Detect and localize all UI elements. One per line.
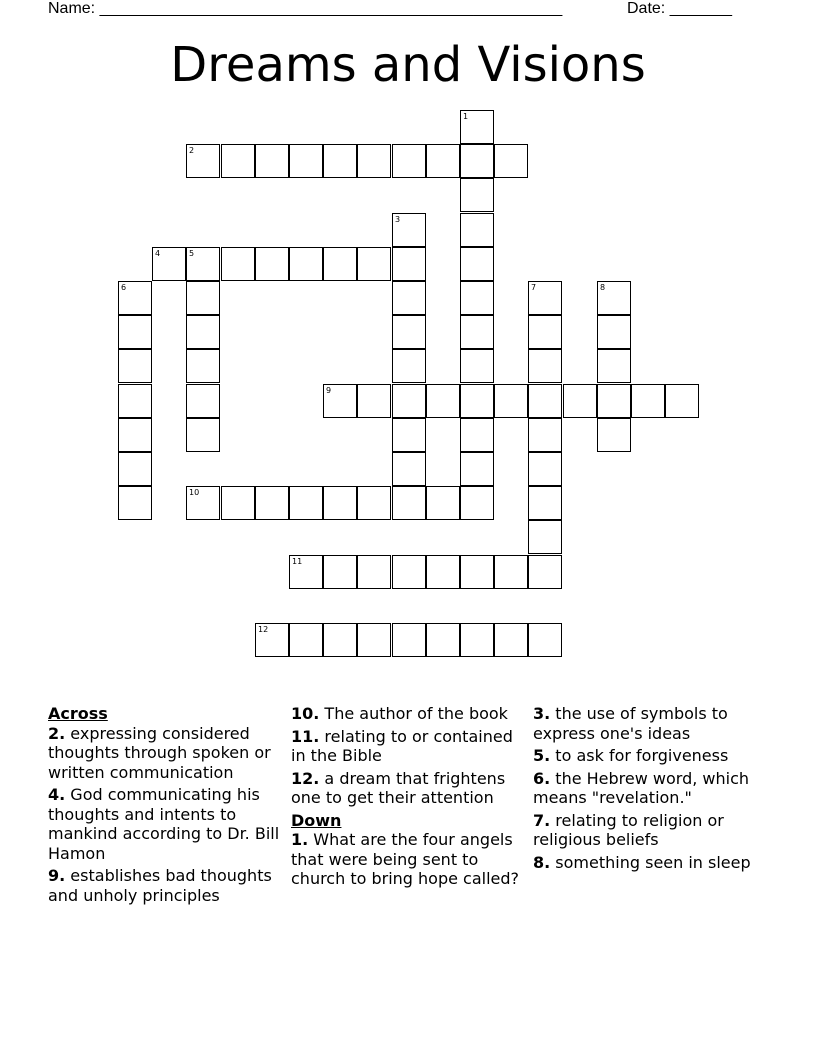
grid-cell[interactable] (357, 247, 391, 281)
grid-cell[interactable] (186, 418, 220, 452)
clue-item (291, 704, 527, 724)
grid-cell[interactable] (597, 418, 631, 452)
grid-cell[interactable] (255, 486, 289, 520)
grid-cell[interactable] (186, 247, 220, 281)
clue-column-1 (48, 704, 284, 908)
clue-item (48, 724, 284, 783)
grid-cell[interactable] (460, 349, 494, 383)
grid-cell[interactable] (528, 486, 562, 520)
grid-cell[interactable] (528, 315, 562, 349)
clue-text: relating to religion or religious beliefs (533, 810, 724, 849)
clue-text: the Hebrew word, which means "revelation." (533, 768, 750, 807)
clue-item (533, 811, 773, 850)
grid-cell[interactable] (528, 623, 562, 657)
grid-cell[interactable] (392, 144, 426, 178)
grid-cell[interactable] (323, 384, 357, 418)
clue-number: 4 (155, 249, 161, 258)
grid-cell[interactable] (186, 349, 220, 383)
grid-cell[interactable] (460, 110, 494, 144)
grid-cell[interactable] (392, 555, 426, 589)
clue-text: expressing considered thoughts through spoken or written communication (48, 723, 271, 782)
clue-number: 9 (326, 386, 332, 395)
clue-num: 9. (48, 866, 66, 885)
grid-cell[interactable] (186, 281, 220, 315)
grid-cell[interactable] (118, 349, 152, 383)
grid-cell[interactable] (528, 452, 562, 486)
clue-number: 8 (600, 283, 606, 292)
clue-text: the use of symbols to express one's ideas (533, 704, 728, 743)
section-heading: Across (48, 704, 108, 723)
grid-cell[interactable] (221, 144, 255, 178)
clue-num: 7. (533, 810, 551, 830)
grid-cell[interactable] (392, 315, 426, 349)
grid-cell[interactable] (323, 555, 357, 589)
clue-number: 11 (292, 557, 303, 566)
grid-cell[interactable] (221, 247, 255, 281)
grid-cell[interactable] (494, 384, 528, 418)
grid-cell[interactable] (494, 555, 528, 589)
name-label: Name: (48, 0, 96, 17)
grid-cell[interactable] (460, 452, 494, 486)
grid-cell[interactable] (118, 418, 152, 452)
clue-item (533, 769, 773, 808)
clue-text: something seen in sleep (550, 852, 751, 872)
clue-number: 5 (189, 249, 195, 258)
grid-cell[interactable] (460, 213, 494, 247)
grid-cell[interactable] (255, 623, 289, 657)
grid-cell[interactable] (528, 555, 562, 589)
grid-cell[interactable] (289, 623, 323, 657)
grid-cell[interactable] (426, 486, 460, 520)
clue-number: 1 (463, 112, 469, 121)
grid-cell[interactable] (323, 486, 357, 520)
grid-cell[interactable] (392, 452, 426, 486)
clue-number: 2 (189, 146, 195, 155)
clue-num: 8. (533, 852, 551, 872)
grid-cell[interactable] (460, 555, 494, 589)
grid-cell[interactable] (528, 418, 562, 452)
grid-cell[interactable] (597, 384, 631, 418)
clue-number: 10 (189, 488, 200, 497)
grid-cell[interactable] (323, 623, 357, 657)
grid-cell[interactable] (665, 384, 699, 418)
grid-cell[interactable] (255, 144, 289, 178)
grid-cell[interactable] (255, 247, 289, 281)
grid-cell[interactable] (118, 486, 152, 520)
grid-cell[interactable] (426, 623, 460, 657)
grid-cell[interactable] (392, 623, 426, 657)
clue-item (291, 769, 527, 808)
grid-cell[interactable] (494, 144, 528, 178)
grid-cell[interactable] (118, 452, 152, 486)
grid-cell[interactable] (118, 315, 152, 349)
grid-cell[interactable] (460, 623, 494, 657)
grid-cell[interactable] (357, 144, 391, 178)
clue-num: 5. (533, 746, 551, 765)
grid-cell[interactable] (494, 623, 528, 657)
grid-cell[interactable] (631, 384, 665, 418)
grid-cell[interactable] (563, 384, 597, 418)
clue-item (533, 704, 773, 743)
clue-text: establishes bad thoughts and unholy principles (48, 866, 272, 905)
grid-cell[interactable] (460, 418, 494, 452)
grid-cell[interactable] (528, 281, 562, 315)
grid-cell[interactable] (597, 281, 631, 315)
grid-cell[interactable] (460, 247, 494, 281)
clue-number: 3 (395, 215, 401, 224)
grid-cell[interactable] (392, 418, 426, 452)
grid-cell[interactable] (357, 555, 391, 589)
grid-cell[interactable] (186, 384, 220, 418)
grid-cell[interactable] (460, 281, 494, 315)
grid-cell[interactable] (392, 213, 426, 247)
clue-number: 12 (258, 625, 269, 634)
grid-cell[interactable] (392, 349, 426, 383)
grid-cell[interactable] (118, 281, 152, 315)
grid-cell[interactable] (392, 384, 426, 418)
clue-num: 10. (291, 704, 320, 723)
clue-text: What are the four angels that were being sent to church to bring hope called? (291, 830, 520, 888)
clue-item (48, 785, 284, 863)
section-heading: Down (291, 810, 342, 830)
clue-num: 2. (48, 723, 66, 743)
clue-column-3 (533, 704, 773, 875)
grid-cell[interactable] (528, 384, 562, 418)
grid-cell[interactable] (392, 486, 426, 520)
grid-cell[interactable] (528, 349, 562, 383)
grid-cell[interactable] (460, 178, 494, 212)
grid-cell[interactable] (460, 144, 494, 178)
clue-item (533, 746, 773, 766)
grid-cell[interactable] (426, 555, 460, 589)
clue-text: God communicating his thoughts and intents to mankind according to Dr. Bill Hamon (48, 785, 280, 863)
grid-cell[interactable] (597, 349, 631, 383)
clue-text: to ask for forgiveness (550, 746, 729, 765)
grid-cell[interactable] (392, 247, 426, 281)
grid-cell[interactable] (221, 486, 255, 520)
grid-cell[interactable] (357, 486, 391, 520)
clue-num: 12. (291, 768, 320, 788)
puzzle-title: Dreams and Visions (170, 37, 646, 93)
grid-cell[interactable] (597, 315, 631, 349)
grid-cell[interactable] (186, 144, 220, 178)
grid-cell[interactable] (289, 486, 323, 520)
clue-item (291, 727, 527, 766)
name-line: ____________________________________________________ (99, 0, 563, 17)
grid-cell[interactable] (118, 384, 152, 418)
clue-text: The author of the book (319, 704, 508, 723)
grid-cell[interactable] (289, 555, 323, 589)
clue-text: a dream that frightens one to get their attention (291, 768, 506, 807)
clue-num: 4. (48, 785, 66, 804)
clue-column-2 (291, 704, 527, 892)
clue-num: 3. (533, 704, 551, 723)
grid-cell[interactable] (186, 486, 220, 520)
clue-item (291, 830, 527, 889)
grid-cell[interactable] (392, 281, 426, 315)
grid-cell[interactable] (460, 315, 494, 349)
grid-cell[interactable] (357, 384, 391, 418)
clue-number: 7 (531, 283, 537, 292)
date-label: Date: (627, 0, 666, 17)
grid-cell[interactable] (152, 247, 186, 281)
grid-cell[interactable] (323, 247, 357, 281)
clue-text: relating to or contained in the Bible (291, 726, 513, 765)
grid-cell[interactable] (289, 144, 323, 178)
date-line: _______ (669, 0, 732, 17)
grid-cell[interactable] (186, 315, 220, 349)
grid-cell[interactable] (357, 623, 391, 657)
clue-num: 6. (533, 768, 551, 788)
clue-num: 11. (291, 726, 320, 746)
clue-number: 6 (121, 283, 127, 292)
clue-item (533, 853, 773, 873)
grid-cell[interactable] (460, 384, 494, 418)
grid-cell[interactable] (460, 486, 494, 520)
clue-num: 1. (291, 830, 309, 849)
grid-cell[interactable] (323, 144, 357, 178)
grid-cell[interactable] (426, 144, 460, 178)
grid-cell[interactable] (528, 520, 562, 554)
grid-cell[interactable] (289, 247, 323, 281)
clue-item (48, 866, 284, 905)
grid-cell[interactable] (426, 384, 460, 418)
